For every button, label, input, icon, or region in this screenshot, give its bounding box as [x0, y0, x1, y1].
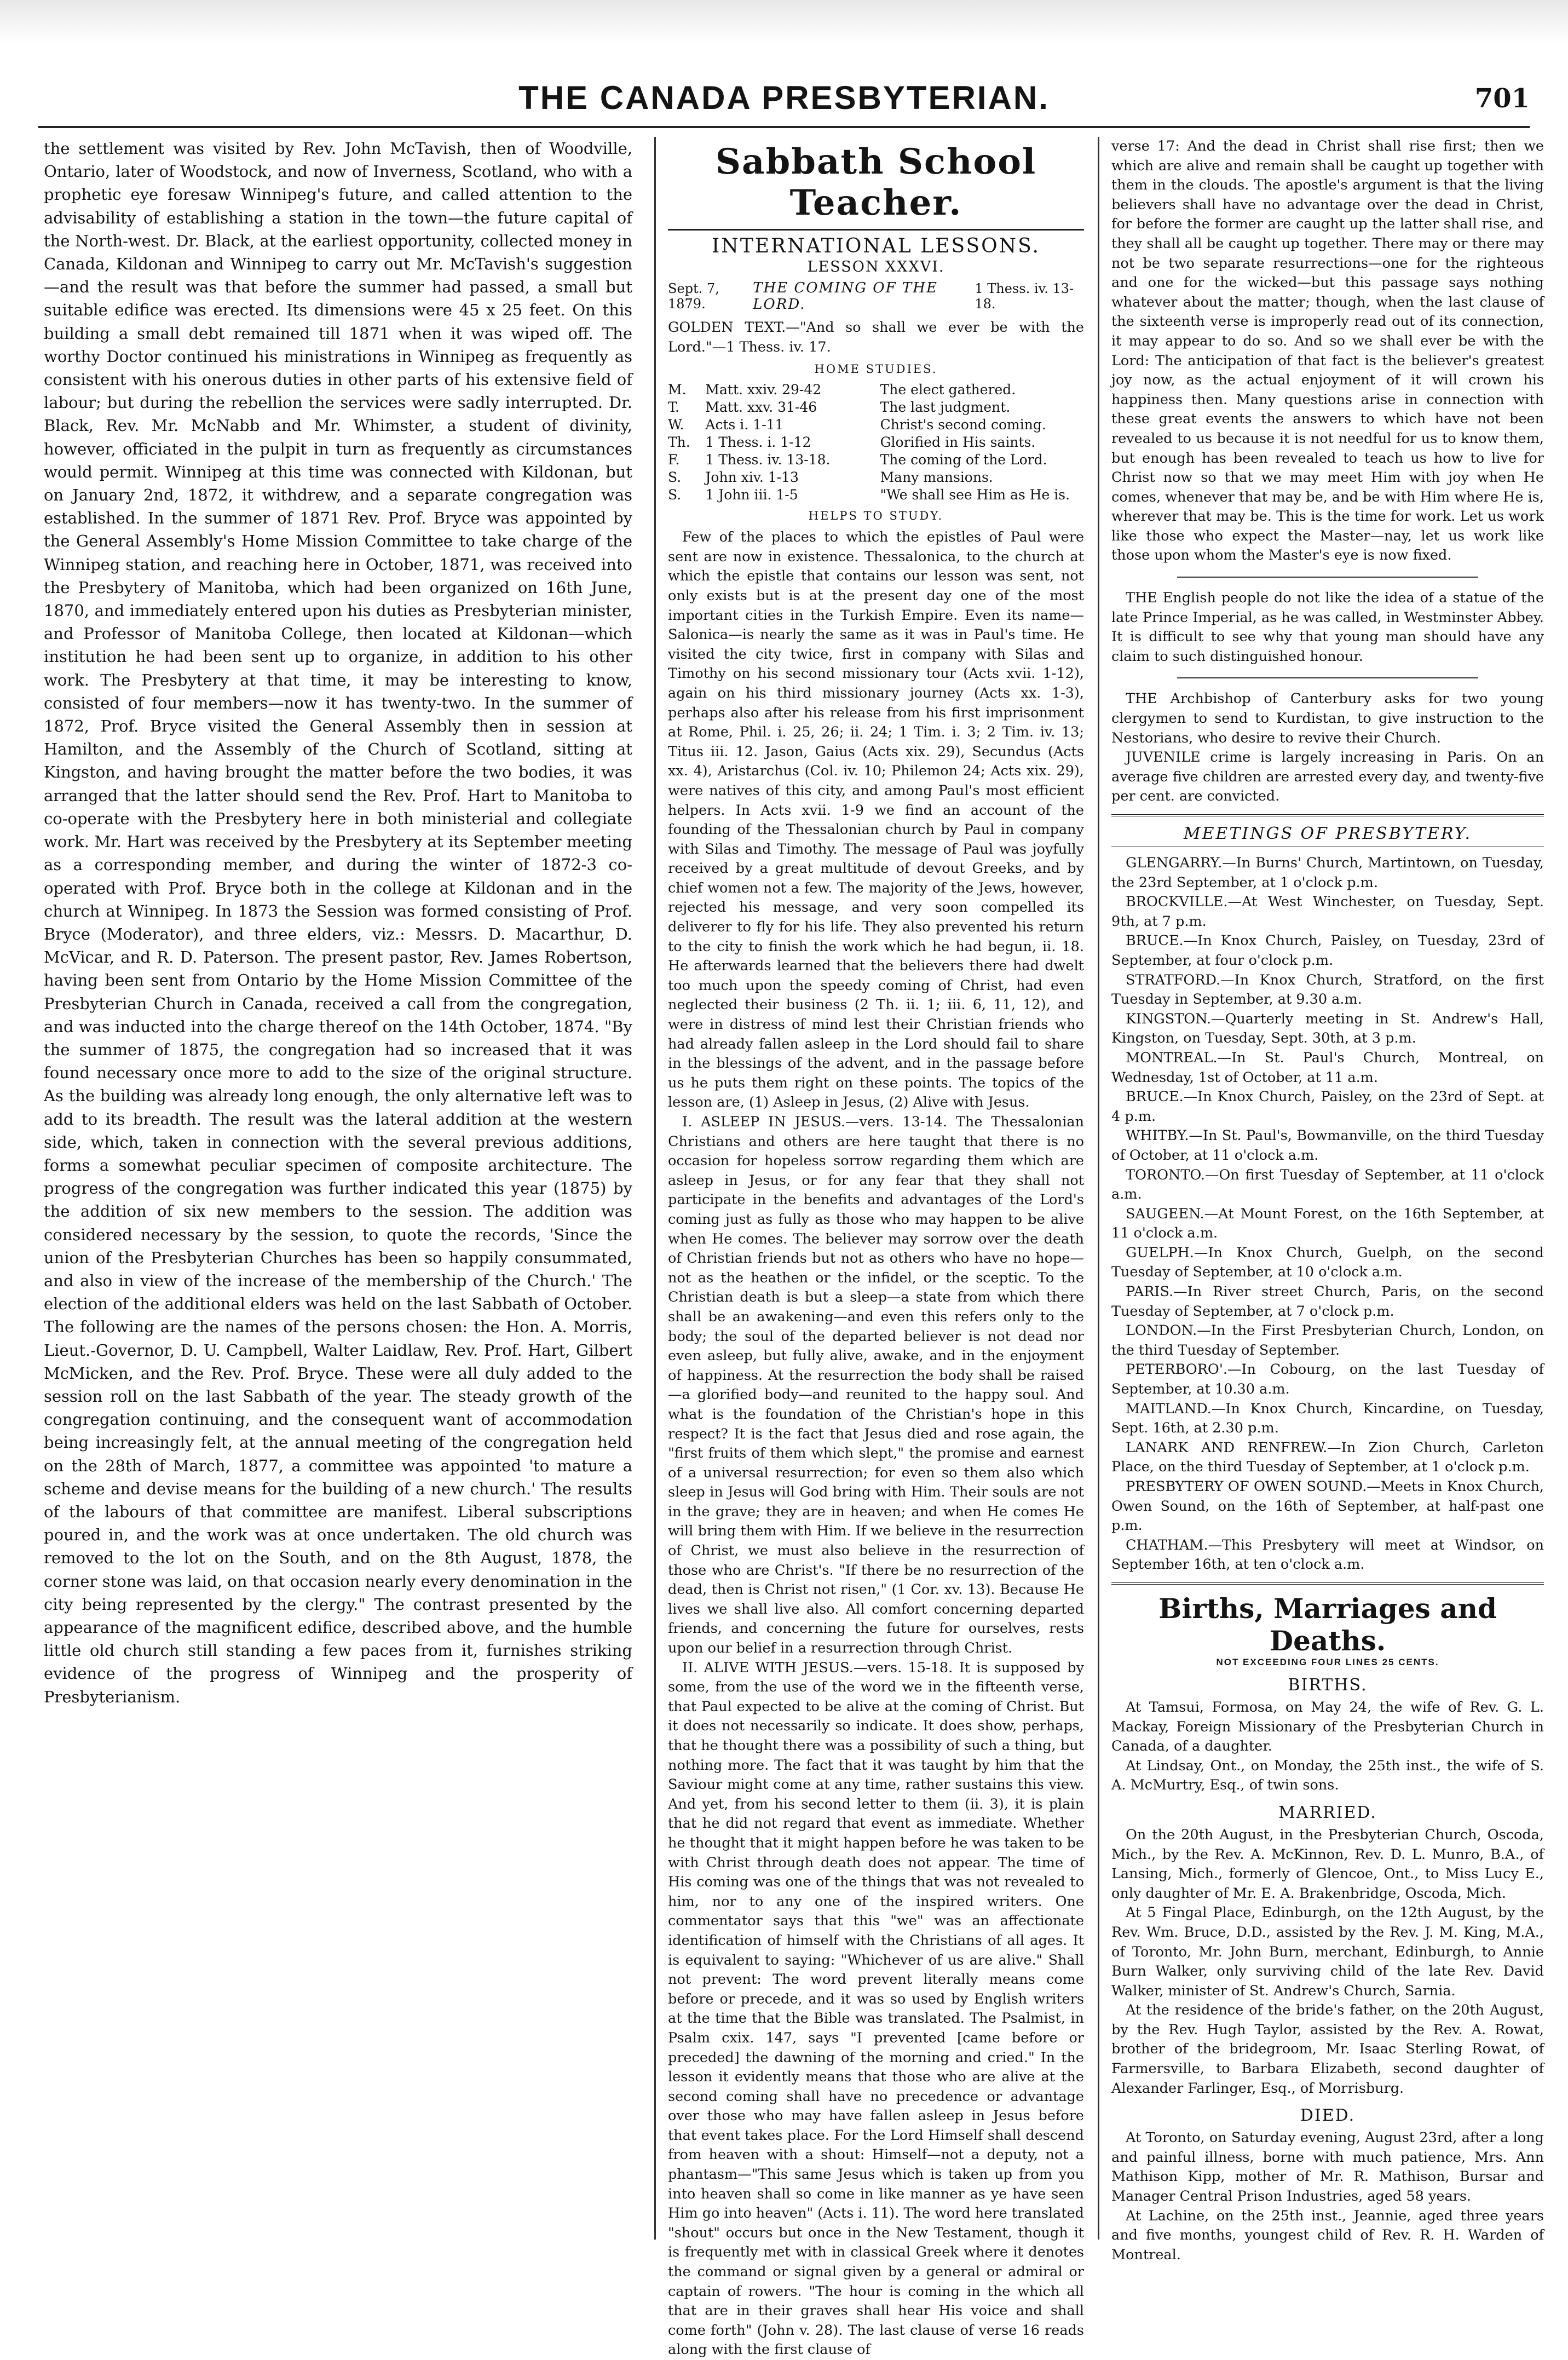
helps-paragraph: II. ALIVE WITH JESUS.—vers. 15-18. It is supposed by some, from the use of the word we in the fifteenth verse, that Paul expected to be alive at the coming of Christ. But it does not necessarily so indicate. It does show, perhaps, that he thought there was a possibility of such a thing, but nothing more. The fact that it was taught by him that the Saviour might come at any time, rather sustains this view. And yet, from his second letter to them (ii. 3), it is plain that he did not regard that event as immediate. Whether he thought that it might happen before he was taken to be with Christ through death does not appear. The time of His coming was one of the things that was not revealed to him, nor to any one of the inspired writers. One commentator says that this "we" was an affectionate identification of himself with the Christians of all ages. It is equivalent to saying: "Whichever of us are alive." Shall not prevent: The word prevent literally means come before or precede, and it was so used by English writers at the time that the Bible was translated. The Psalmist, in Psalm cxix. 147, says "I prevented [came before or preceded] the dawning of the morning and cried." In the lesson it evidently means that those who are alive at the second coming shall have no precedence or advantage over those who may have fallen asleep in Jesus before that event takes place. For the Lord Himself shall descend from heaven with a shout: Himself—not a deputy, not a phantasm—"This same Jesus which is taken up from you into heaven shall so come in like manner as ye have seen Him go into heaven" (Acts i. 11). The word here translated "shout" occurs but once in the New Testament, though it is frequently met with in classical Greek where it denotes the command or signal given by a general or admiral or captain of rowers. "The hour is coming in the which all that are in their graves shall hear His voice and shall come forth" (John v. 28). The last clause of verse 16 reads along with the first clause of — [668, 1659, 1084, 2358]
home-study-row — [668, 451, 1084, 469]
presbytery-meeting-entry: STRATFORD.—In Knox Church, Stratford, on the first Tuesday in September, at 9.30 a.m. — [1111, 971, 1544, 1008]
presbytery-meeting-entry: GLENGARRY.—In Burns' Church, Martintown, on Tuesday, the 23rd September, at 1 o'clock p.m. — [1111, 855, 1544, 891]
presbytery-meeting-entry: GUELPH.—In Knox Church, Guelph, on the second Tuesday of September, at 10 o'clock a.m. — [1111, 1244, 1544, 1281]
presbytery-meeting-entry: PARIS.—In River street Church, Paris, on the second Tuesday of September, at 7 o'clock p.m. — [1111, 1283, 1544, 1320]
home-study-row — [668, 486, 1084, 504]
home-study-description: "We shall see Him as He is. — [880, 487, 1070, 503]
home-study-row — [668, 399, 1084, 416]
births-heading: BIRTHS. — [1288, 1675, 1368, 1695]
newspaper-title: THE CANADA PRESBYTERIAN. — [518, 79, 1050, 116]
home-study-reference: 1 John iii. 1-5 — [705, 487, 798, 503]
helps-to-study-text — [668, 528, 1084, 2360]
golden-text: GOLDEN TEXT.—"And so shall we ever be with the Lord."—1 Thess. iv. 17. — [668, 319, 1084, 355]
helps-paragraph: Few of the places to which the epistles of Paul were sent are now in existence. Thessalonica, to the church at which the epistle that contains our lesson was sent, not only exists but is at the present day one of the most important cities in the Turkish Empire. Even its name—Salonica—is nearly the same as it was in Paul's time. He visited the city twice, first in company with Silas and Timothy on his second missionary tour (Acts xvii. 1-12), again on his third missionary journey (Acts xx. 1-3), perhaps also after his release from his first imprisonment at Rome, Phil. i. 25, 26; ii. 24; 1 Tim. i. 3; 2 Tim. iv. 13; Titus iii. 12. Jason, Gaius (Acts xix. 29), Secundus (Acts xx. 4), Aristarchus (Col. iv. 10; Philemon 24; Acts xix. 29), were natives of this city, and among Paul's most efficient helpers. In Acts xvii. 1-9 we find an account of the founding of the Thessalonian church by Paul in company with Silas and Timothy. The message of Paul was joyfully received by a great multitude of devout Greeks, and by chief women not a few. The majority of the Jews, however, rejected his message, and very soon compelled its deliverer to fly for his life. They also prevented his return to the city to finish the work which he had begun, ii. 18. He afterwards learned that the believers there had dwelt too much upon the speedy coming of Christ, had even neglected their business (2 Th. ii. 1; iii. 6, 11, 12), and were in distress of mind lest their Christian friends who had already fallen asleep in the Lord should fail to share in the blessings of the advent, and in the passage before us he puts them right on these points. The topics of the lesson are, (1) Asleep in Jesus, (2) Alive with Jesus. — [668, 529, 1084, 1111]
lesson-topic: THE COMING OF THE LORD. — [753, 280, 938, 313]
international-lessons-heading: INTERNATIONAL LESSONS. — [712, 235, 1040, 257]
column-1 — [44, 137, 632, 2240]
home-study-reference: 1 Thess. i. 1-12 — [705, 434, 811, 451]
home-study-row — [668, 434, 1084, 451]
divider — [1177, 577, 1478, 578]
home-study-day: M. — [668, 382, 687, 398]
divider — [1177, 677, 1478, 678]
births-list — [1111, 1698, 1544, 1795]
marriage-notice: On the 20th August, in the Presbyterian Church, Oscoda, Mich., by the Rev. A. McKinnon, Rev. D. L. Munro, B.A., of Lansing, Mich., formerly of Glencoe, Ont., to Miss Lucy E., only daughter of Mr. E. A. Brakenbridge, Oscoda, Mich. — [1111, 1826, 1544, 1902]
presbytery-meeting-entry: WHITBY.—In St. Paul's, Bowmanville, on the third Tuesday of October, at 11 o'clock a.m. — [1111, 1127, 1544, 1164]
home-study-day: T. — [668, 399, 679, 416]
presbytery-meeting-entry: TORONTO.—On first Tuesday of September, at 11 o'clock a.m. — [1111, 1166, 1544, 1203]
lesson-number: LESSON XXXVI. — [807, 258, 945, 275]
presbytery-meeting-entry: BROCKVILLE.—At West Winchester, on Tuesday, Sept. 9th, at 7 p.m. — [1111, 894, 1544, 930]
home-studies-table — [668, 381, 1084, 504]
home-study-description: Glorified in His saints. — [880, 434, 1036, 451]
died-heading: DIED. — [1300, 2106, 1356, 2126]
marriage-notice: At the residence of the bride's father, on the 20th August, by the Rev. Hugh Taylor, assisted by the Rev. A. Rowat, brother of the bridegroom, Mr. Isaac Sterling Rowat, of Farmersville, to Barbara Elizabeth, second daughter of Alexander Farlinger, Esq., of Morrisburg. — [1111, 2002, 1544, 2097]
death-notice: At Lachine, on the 25th inst., Jeannie, aged three years and five months, youngest child of Rev. R. H. Warden of Montreal. — [1111, 2207, 1544, 2263]
married-list — [1111, 1826, 1544, 2098]
home-study-row — [668, 416, 1084, 434]
divider — [1111, 814, 1544, 816]
marriage-notice: At 5 Fingal Place, Edinburgh, on the 12th August, by the Rev. Wm. Bruce, D.D., assisted by the Rev. J. M. King, M.A., of Toronto, Mr. John Burn, merchant, Edinburgh, to Annie Burn Walker, only surviving child of the late Rev. David Walker, minister of St. Andrew's Church, Sarnia. — [1111, 1904, 1544, 1999]
home-study-reference: Acts i. 1-11 — [705, 417, 784, 433]
news-note — [1111, 589, 1544, 666]
home-study-description: Christ's second coming. — [880, 417, 1046, 433]
home-study-day: S. — [668, 469, 682, 486]
presbytery-meeting-entry: MAITLAND.—In Knox Church, Kincardine, on Tuesday, Sept. 16th, at 2.30 p.m. — [1111, 1400, 1544, 1437]
home-study-reference: John xiv. 1-13 — [705, 469, 799, 486]
lesson-header-row — [668, 280, 1084, 313]
news-note-text: THE Archbishop of Canterbury asks for two young clergymen to send to Kurdistan, to give instruction to the Nestorians, who desire to revive their Church. — [1111, 690, 1544, 746]
masthead — [38, 76, 1530, 128]
lesson-date: Sept. 7, 1879. — [668, 281, 719, 312]
births-marriages-deaths-title: Births, Marriages and Deaths. — [1158, 1592, 1497, 1657]
presbytery-meeting-entry: KINGSTON.—Quarterly meeting in St. Andrew's Hall, Kingston, on Tuesday, Sept. 30th, at 3 p.m. — [1111, 1010, 1544, 1047]
home-study-day: Th. — [668, 434, 690, 451]
presbytery-meeting-entry: PETERBORO'.—In Cobourg, on the last Tuesday of September, at 10.30 a.m. — [1111, 1361, 1544, 1398]
presbytery-meeting-entry: SAUGEEN.—At Mount Forest, on the 16th September, at 11 o'clock a.m. — [1111, 1205, 1544, 1242]
news-note-text: THE English people do not like the idea of a statue of the late Prince Imperial, as he was called, in Westminster Abbey. It is difficult to see why that young man should have any claim to such distinguished honour. — [1111, 590, 1544, 665]
presbytery-meeting-entry: LONDON.—In the First Presbyterian Church, London, on the third Tuesday of September. — [1111, 1322, 1544, 1359]
presbytery-meeting-entry: BRUCE.—In Knox Church, Paisley, on the 23rd of Sept. at 4 p.m. — [1111, 1089, 1544, 1125]
presbytery-meeting-entry: BRUCE.—In Knox Church, Paisley, on Tuesday, 23rd of September, at four o'clock p.m. — [1111, 933, 1544, 969]
presbytery-meeting-entry: PRESBYTERY OF OWEN SOUND.—Meets in Knox Church, Owen Sound, on the 16th of September, at half-past one p.m. — [1111, 1478, 1544, 1534]
column-3 — [1098, 137, 1544, 2263]
home-studies-heading: HOME STUDIES. — [814, 362, 938, 376]
died-list — [1111, 2128, 1544, 2265]
news-note — [1111, 689, 1544, 748]
birth-notice: At Tamsui, Formosa, on May 24, the wife of Rev. G. L. Mackay, Foreign Missionary of the Presbyterian Church in Canada, of a daughter. — [1111, 1699, 1544, 1755]
home-study-description: The last judgment. — [880, 399, 1011, 416]
home-study-description: Many mansions. — [880, 469, 993, 486]
helps-to-study-heading: HELPS TO STUDY. — [808, 509, 944, 523]
presbytery-meeting-entry: CHATHAM.—This Presbytery will meet at Windsor, on September 16th, at ten o'clock a.m. — [1111, 1536, 1544, 1573]
news-note-text: JUVENILE crime is largely increasing in Paris. On an average five children are arrested every day, and twenty-five per cent. are convicted. — [1111, 749, 1544, 805]
meetings-list — [1111, 854, 1544, 1575]
home-study-description: The coming of the Lord. — [880, 452, 1047, 468]
presbytery-meeting-entry: LANARK AND RENFREW.—In Zion Church, Carleton Place, on the third Tuesday of September, at 1 o'clock p.m. — [1111, 1439, 1544, 1476]
home-study-description: The elect gathered. — [880, 382, 1016, 398]
divider — [1111, 1582, 1544, 1585]
presbytery-meeting-entry: MONTREAL.—In St. Paul's Church, Montreal, on Wednesday, 1st of October, at 11 a.m. — [1111, 1049, 1544, 1086]
page-number: 701 — [1474, 83, 1530, 114]
home-study-reference: 1 Thess. iv. 13-18. — [705, 452, 831, 468]
lesson-reference: 1 Thess. iv. 13-18. — [975, 281, 1074, 312]
home-study-row — [668, 469, 1084, 486]
meetings-of-presbytery-heading: MEETINGS OF PRESBYTERY. — [1111, 824, 1544, 847]
married-heading: MARRIED. — [1278, 1803, 1377, 1822]
home-study-day: S. — [668, 487, 682, 503]
bmd-rate-notice: NOT EXCEEDING FOUR LINES 25 CENTS. — [1216, 1656, 1439, 1667]
news-note — [1111, 748, 1544, 807]
home-study-row — [668, 381, 1084, 399]
home-study-day: W. — [668, 417, 684, 433]
home-study-reference: Matt. xxiv. 29-42 — [705, 382, 822, 398]
birth-notice: At Lindsay, Ont., on Monday, the 25th inst., the wife of S. A. McMurtry, Esq., of twin sons. — [1111, 1757, 1544, 1794]
lesson-continued-text: verse 17: And the dead in Christ shall rise first; then we which are alive and remain shall be caught up together with them in the clouds. The apostle's argument is that the living believers shall have no advantage over the dead in Christ, for before the former are caught up the latter shall rise, and they shall all be caught up together. There may or there may not be two separate resurrections—one for the righteous and one for the wicked—but this passage says nothing whatever about the matter; though, when the last clause of the sixteenth verse is improperly read out of its connection, it may appear to do so. And so we shall ever be with the Lord: The anticipation of that fact is the believer's greatest joy now, as the actual enjoyment of it will crown his happiness then. Many questions arise in connection with these great events the answers to which have not been revealed to us because it is not needful for us to know them, but enough has been revealed to teach us how to live for Christ now so that we may meet Him with joy when He comes, whenever that may be, and be with Him where He is, wherever that may be. This is the time for work. Let us work like those who expect the Master—nay, let us work like those upon whom the Master's eye is now fixed. — [1111, 138, 1544, 564]
home-study-reference: Matt. xxv. 31-46 — [705, 399, 817, 416]
home-study-day: F. — [668, 452, 680, 468]
helps-paragraph: I. ASLEEP IN JESUS.—vers. 13-14. The Thessalonian Christians and others are here taught that there is no occasion for hopeless sorrow regarding them which are asleep in Jesus, or for any fear that they shall not participate in the benefits and advantages of the Lord's coming just as fully as those who may happen to be alive when He comes. The believer may sorrow over the death of Christian friends but not as others who have no hope—not as the heathen or the infidel, or the sceptic. To the Christian death is but a sleep—a state from which there shall be an awakening—and even this refers only to the body; the soul of the departed believer is not dead nor even asleep, but fully alive, awake, and in the enjoyment of happiness. At the resurrection the body shall be raised—a glorified body—and reunited to the happy soul. And what is the foundation of the Christian's hope in this respect? It is the fact that Jesus died and rose again, the "first fruits of them which slept," the promise and earnest of a universal resurrection; for even so them also which sleep in Jesus will God bring with Him. Their souls are not in the grave; they are in heaven; and when He comes He will bring them with Him. If we believe in the resurrection of Christ, we must also believe in the resurrection of those who are Christ's. "If there be no resurrection of the dead, then is Christ not risen," (1 Cor. xv. 13). Because He lives we shall live also. All comfort concerning departed friends, and concerning the future for ourselves, rests upon our belief in a resurrection through Christ. — [668, 1114, 1084, 1657]
sabbath-school-teacher-title: Sabbath School Teacher. — [668, 137, 1084, 231]
death-notice: At Toronto, on Saturday evening, August 23rd, after a long and painful illness, borne with much patience, Mrs. Ann Mathison Kipp, mother of Mr. R. Mathison, Bursar and Manager Central Prison Industries, aged 58 years. — [1111, 2129, 1544, 2205]
page-top-edge — [0, 0, 1568, 44]
column-2 — [654, 137, 1084, 2358]
winnipeg-church-history-text: the settlement was visited by Rev. John McTavish, then of Woodville, Ontario, later of Woodstock, and now of Inverness, Scotland, who with a prophetic eye foresaw Winnipeg's future, and called attention to the advisability of establishing a station in the town—the future capital of the North-west. Dr. Black, at the earliest opportunity, collected money in Canada, Kildonan and Winnipeg to carry out Mr. McTavish's suggestion—and the result was that before the summer had passed, a small but suitable edifice was erected. Its dimensions were 45 x 25 feet. On this building a small debt remained till 1871 when it was wiped off. The worthy Doctor continued his ministrations in Winnipeg as frequently as consistent with his onerous duties in other parts of his extensive field of labour; but during the rebellion the services were sadly interrupted. Dr. Black, Rev. Mr. McNabb and Mr. Whimster, a student of divinity, however, officiated in the pulpit in turn as frequently as circumstances would permit. Winnipeg at this time was connected with Kildonan, but on January 2nd, 1872, it withdrew, and a separate congregation was established. In the summer of 1871 Rev. Prof. Bryce was appointed by the General Assembly's Home Mission Committee to take charge of the Winnipeg station, and reaching here in October, 1871, was received into the Presbytery of Manitoba, which had been organized on 16th June, 1870, and immediately entered upon his duties as Presbyterian minister, and Professor of Manitoba College, then located at Kildonan—which institution he had been sent up to organize, in addition to his other work. The Presbytery at that time, it may be interesting to know, consisted of four members—now it has twenty-two. In the summer of 1872, Prof. Bryce visited the General Assembly then in session at Hamilton, and the Assembly of the Church of Scotland, sitting at Kingston, and having brought the matter before the two bodies, it was arranged that the latter should send the Rev. Prof. Hart to Manitoba to co-operate with the Presbytery here in both ministerial and collegiate work. Mr. Hart was received by the Presbytery at its September meeting as a corresponding member, and during the winter of 1872-3 co-operated with Prof. Bryce both in the college at Kildonan and in the church at Winnipeg. In 1873 the Session was formed consisting of Prof. Bryce (Moderator), and three elders, viz.: Messrs. D. Macarthur, D. McVicar, and R. D. Paterson. The present pastor, Rev. James Robertson, having been sent from Ontario by the Home Mission Committee of the Presbyterian Church in Canada, received a call from the congregation, and was inducted into the charge thereof on the 14th October, 1874. "By the summer of 1875, the congregation had so increased that it was found necessary once more to add to the size of the original structure. As the building was already long enough, the only alternative left was to add to its breadth. The result was the lateral addition at the western side, which, taken in connection with the several previous additions, forms a somewhat peculiar specimen of composite architecture. The progress of the congregation was further indicated this year (1875) by the addition of six new members to the session. The addition was considered necessary by the session, to quote the records, 'Since the union of the Presbyterian Churches has been so happily consummated, and also in view of the increase of the membership of the Church.' The election of the additional elders was held on the last Sabbath of October. The following are the names of the persons chosen: the Hon. A. Morris, Lieut.-Governor, D. U. Campbell, Walter Laidlaw, Rev. Prof. Hart, Gilbert McMicken, and the Rev. Prof. Bryce. These were all duly added to the session roll on the last Sabbath of the year. The steady growth of the congregation continuing, and the consequent want of accommodation being increasingly felt, at the annual meeting of the congregation held on the 28th of March, 1877, a committee was appointed 'to mature a scheme and devise means for the building of a new church.' The results of the labours of that committee are manifest. Liberal subscriptions poured in, and the work was at once undertaken. The old church was removed to the lot on the South, and on the 8th August, 1878, the corner stone was laid, on that occasion nearly every denomination in the city being represented by the clergy." The contrast presented by the appearance of the magnificent edifice, described above, and the humble little old church still standing a few paces from it, furnishes striking evidence of the progress of Winnipeg and the prosperity of Presbyterianism. — [44, 139, 632, 1706]
